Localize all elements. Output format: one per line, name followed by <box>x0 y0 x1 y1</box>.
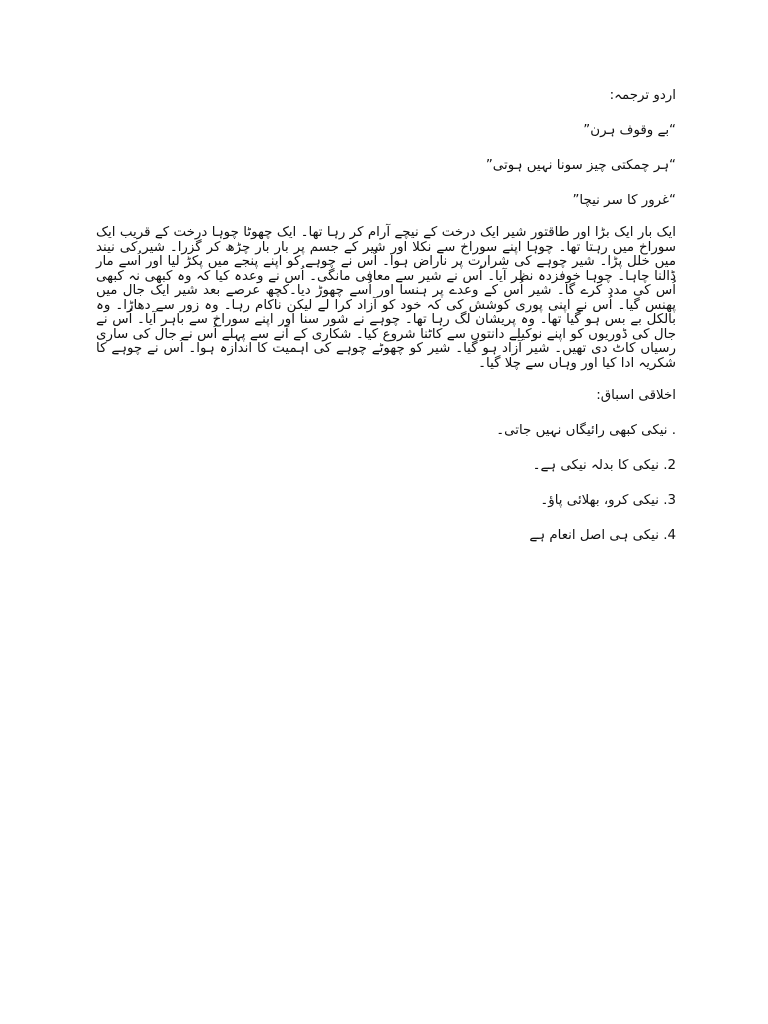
lesson-item: . نیکی کبھی رائیگاں نہیں جاتی۔ <box>496 423 676 438</box>
moral-heading: اخلاقی اسباق: <box>596 388 676 403</box>
story-title-1: “بے وقوف ہرن” <box>583 123 676 138</box>
story-title-3: “غرور کا سر نیچا” <box>572 193 676 208</box>
story-title-2: “ہر چمکتی چیز سونا نہیں ہوتی” <box>485 158 676 173</box>
translation-heading: اردو ترجمہ: <box>609 88 676 103</box>
lesson-item: 3. نیکی کرو، بھلائی پاؤ۔ <box>540 493 676 508</box>
document-body <box>96 86 676 546</box>
lesson-item: 4. نیکی ہی اصل انعام ہے <box>529 528 676 543</box>
story-paragraph: ایک بار ایک بڑا اور طاقتور شیر ایک درخت کے نیچے آرام کر رہا تھا۔ ایک چھوٹا چوہا درخت کے قریب ایک سوراخ میں رہتا تھا۔ چوہا اپنے سوراخ سے نکلا اور شیر کے جسم پر بار بار چڑھ کر گزرا۔ شیر کی نیند میں خلل پڑا۔ شیر چوہے کی شرارت پر ناراض ہوا۔ اُس نے چوہے کو اپنے پنجے میں پکڑ لیا اور اُسے مار ڈالنا چاہا۔ چوہا خوفزدہ نظر آیا۔ اُس نے شیر سے معافی مانگی۔ اُس نے وعدہ کیا کہ وہ کبھی نہ کبھی اُس کی مدد کرے گا۔ شیر اُس کے وعدے پر ہنسا اور اُسے چھوڑ دیا۔کچھ عرصے بعد شیر ایک جال میں پھنس گیا۔ اُس نے اپنی پوری کوشش کی کہ خود کو آزاد کرا لے لیکن ناکام رہا۔ وہ زور سے دھاڑا۔ وہ بالکل بے بس ہو گیا تھا۔ وہ پریشان لگ رہا تھا۔ چوہے نے شور سنا اور اپنے سوراخ سے باہر آیا۔ اُس نے جال کی ڈوریوں کو اپنے نوکیلے دانتوں سے کاٹنا شروع کیا۔ شکاری کے آنے سے پہلے اُس نے جال کی ساری رسیاں کاٹ دی تھیں۔ شیر آزاد ہو گیا۔ شیر کو چھوٹے چوہے کی اہمیت کا اندازہ ہوا۔ اُس نے چوہے کا شکریہ ادا کیا اور وہاں سے چلا گیا۔ <box>96 225 676 371</box>
lesson-item: 2. نیکی کا بدلہ نیکی ہے۔ <box>532 458 676 473</box>
moral-lessons-list <box>96 421 676 546</box>
